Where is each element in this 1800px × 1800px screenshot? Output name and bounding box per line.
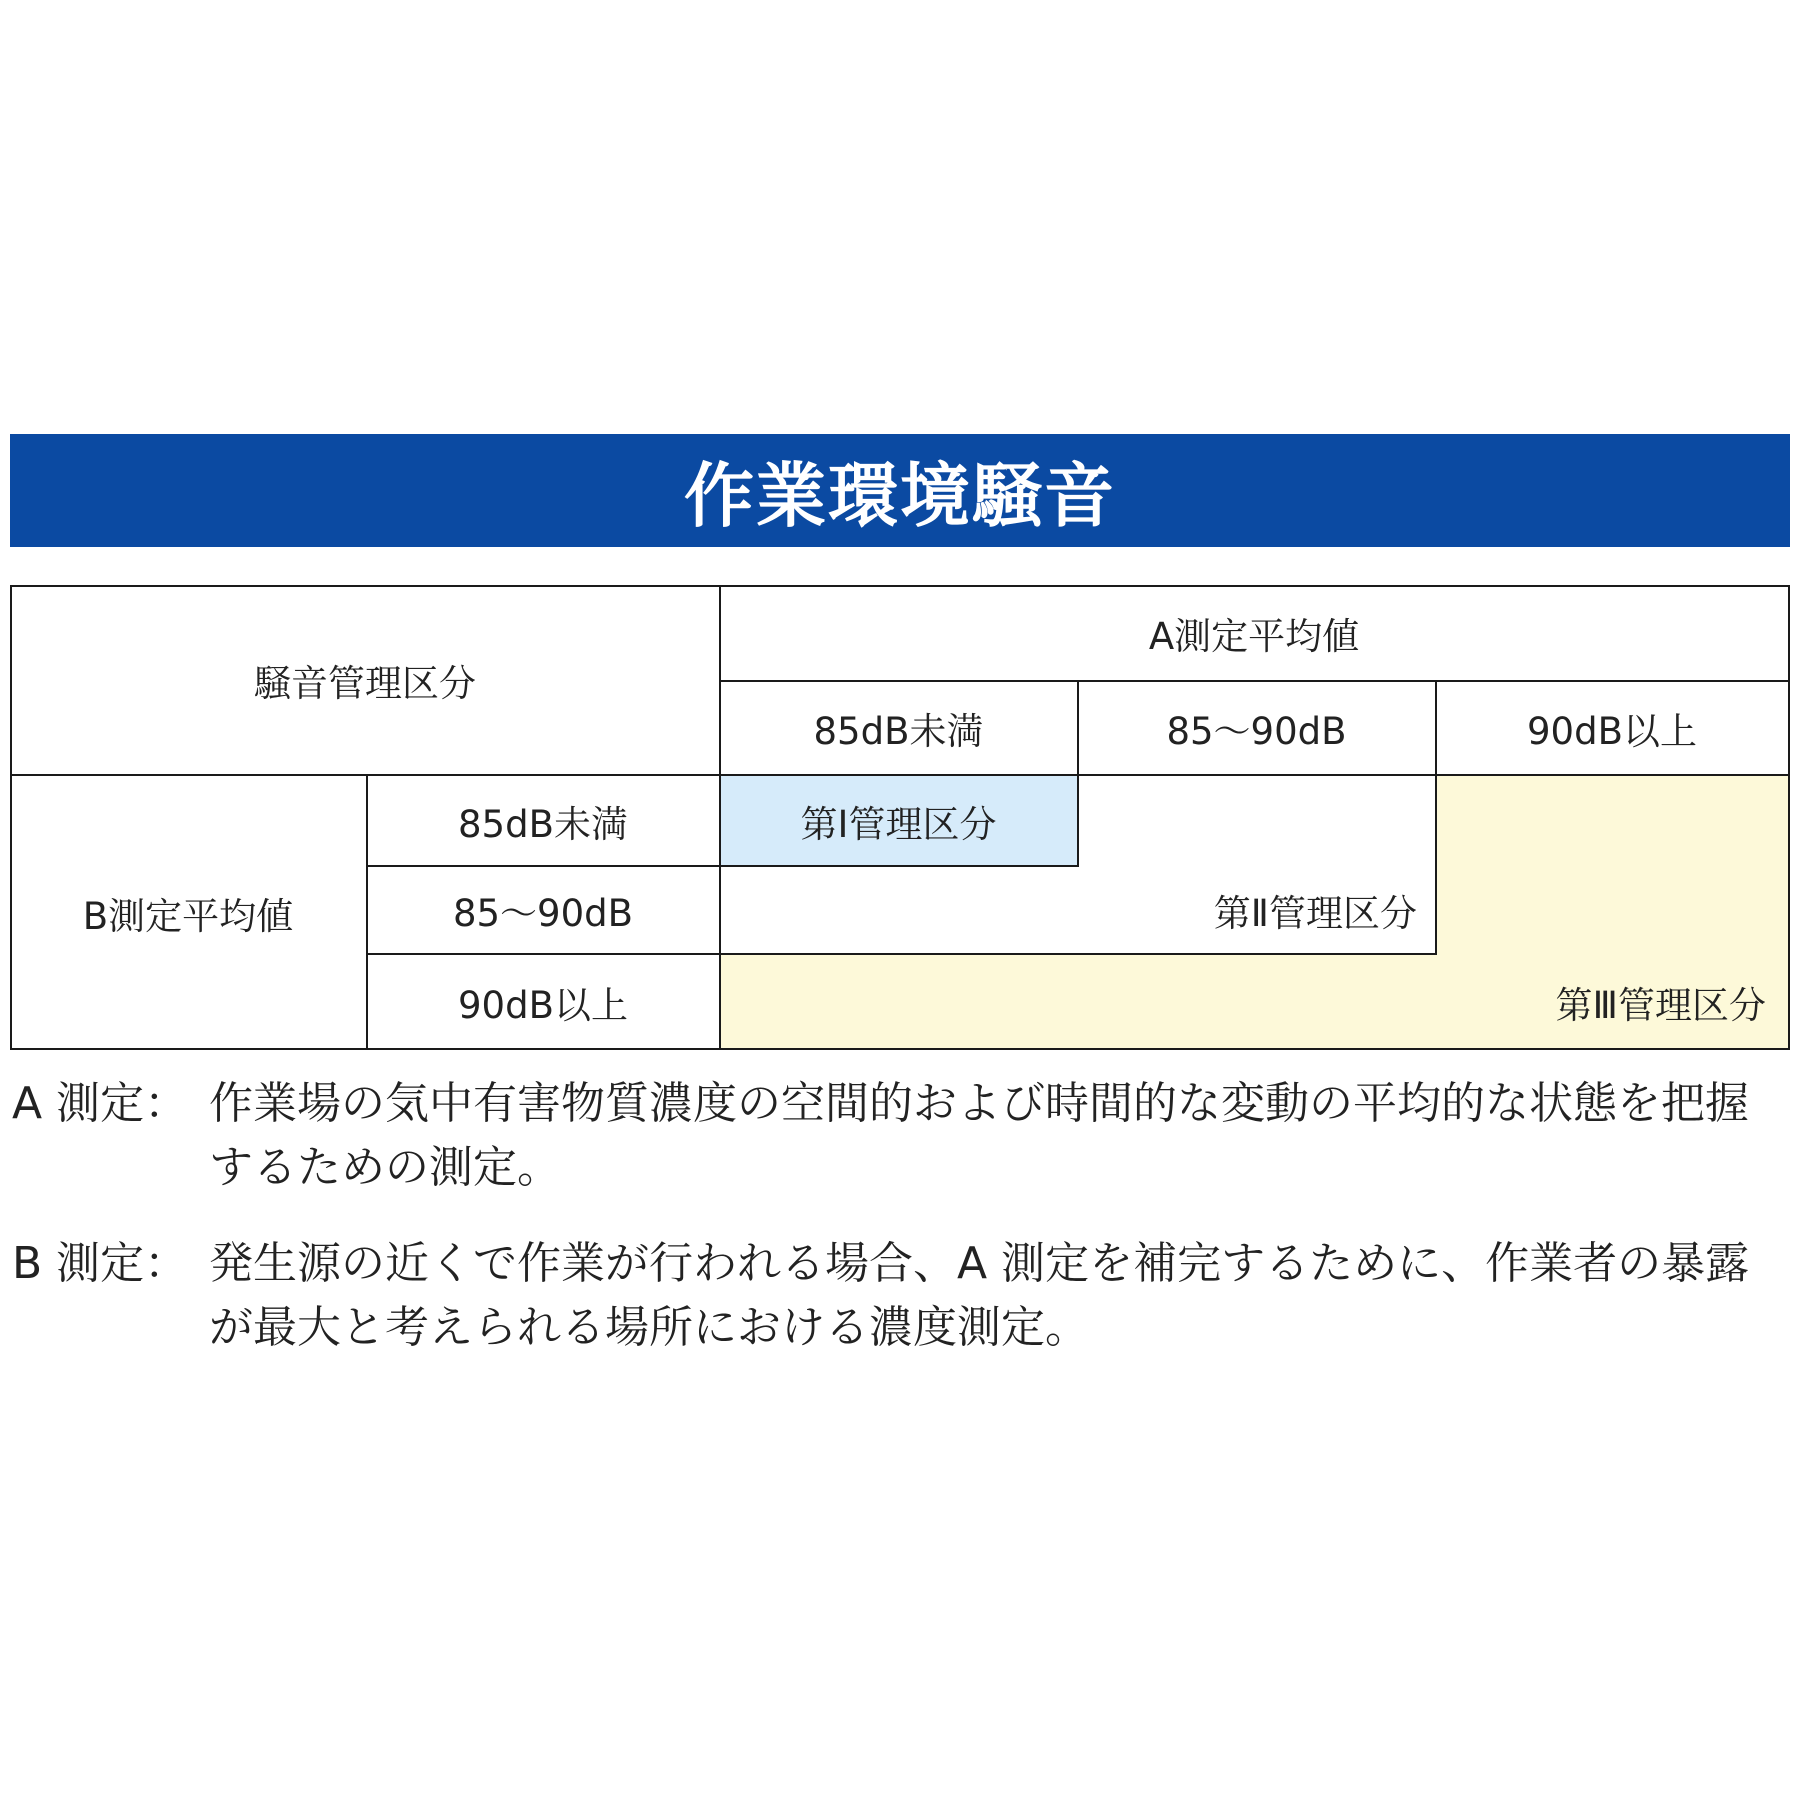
row-header: 85dB未満 [458, 802, 628, 846]
page-title: 作業環境騒音 [684, 455, 1116, 537]
row-header: 90dB以上 [458, 983, 628, 1027]
col-group-header: A測定平均値 [1148, 615, 1360, 658]
note-description: 発生源の近くで作業が行われる場合、A 測定を補完するために、作業者の暴露が最大と考えられる場所における濃度測定。 [209, 1238, 1750, 1353]
col-header: 85～90dB [1166, 710, 1347, 753]
col-header: 85dB未満 [813, 710, 984, 753]
row-group-header: B測定平均値 [82, 894, 294, 938]
row-header: 85～90dB [452, 892, 634, 935]
note-description: 作業場の気中有害物質濃度の空間的および時間的な変動の平均的な状態を把握するための測定。 [209, 1078, 1749, 1193]
corner-header: 騒音管理区分 [254, 662, 476, 705]
table-border-right [1788, 585, 1790, 1050]
zone-3-label: 第Ⅲ管理区分 [1555, 983, 1766, 1027]
note-term: B 測定： [12, 1238, 189, 1289]
col-header: 90dB以上 [1527, 710, 1697, 753]
zone-2-label: 第Ⅱ管理区分 [1213, 892, 1417, 935]
note-a-measurement [12, 1072, 1792, 1200]
zone-1-label: 第Ⅰ管理区分 [800, 802, 997, 846]
note-b-measurement [12, 1232, 1792, 1360]
zone-3-fill-right [1436, 776, 1788, 954]
note-term: A 測定： [12, 1078, 189, 1129]
